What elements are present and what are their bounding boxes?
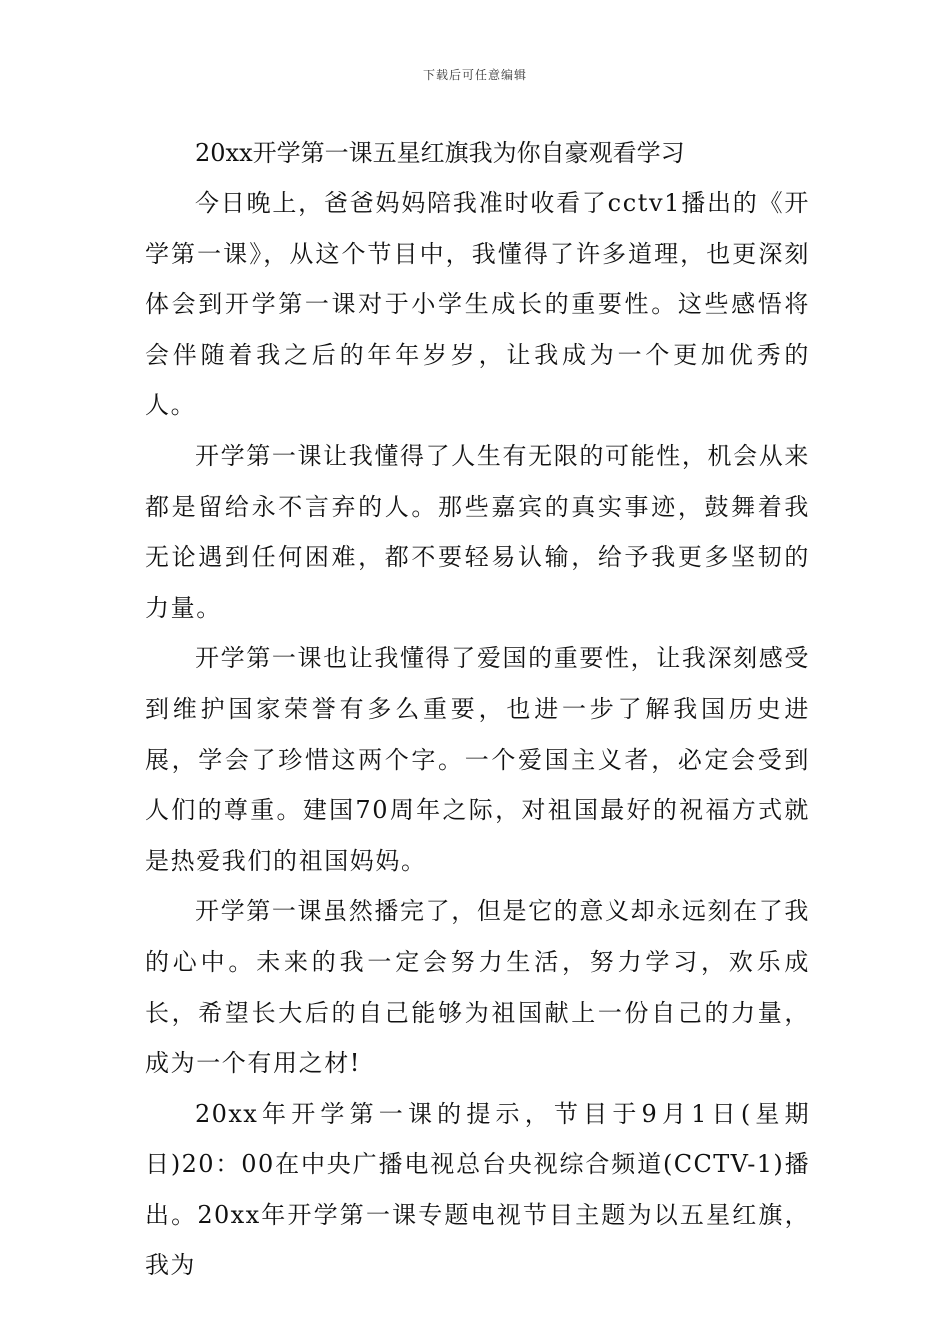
paragraph-2: 开学第一课让我懂得了人生有无限的可能性，机会从来都是留给永不言弃的人。那些嘉宾的真实事迹，鼓舞着我无论遇到任何困难，都不要轻易认输，给予我更多坚韧的力量。: [145, 441, 810, 622]
paragraph-3: 开学第一课也让我懂得了爱国的重要性，让我深刻感受到维护国家荣誉有多么重要，也进一步了解我国历史进展，学会了珍惜这两个字。一个爱国主义者，必定会受到人们的尊重。建国70周年之际，对祖国最好的祝福方式就是热爱我们的祖国妈妈。: [145, 644, 810, 875]
header-note: 下载后可任意编辑: [422, 68, 527, 82]
paragraph-4: 开学第一课虽然播完了，但是它的意义却永远刻在了我的心中。未来的我一定会努力生活，努力学习，欢乐成长，希望长大后的自己能够为祖国献上一份自己的力量，成为一个有用之材!: [145, 897, 810, 1078]
paragraph-5: 20xx年开学第一课的提示，节目于9月1日(星期日)20：00在中央广播电视总台央视综合频道(CCTV-1)播出。20xx年开学第一课专题电视节目主题为以五星红旗，我为: [145, 1099, 810, 1280]
paragraph-1: 今日晚上，爸爸妈妈陪我准时收看了cctv1播出的《开学第一课》，从这个节目中，我懂得了许多道理，也更深刻体会到开学第一课对于小学生成长的重要性。这些感悟将会伴随着我之后的年年岁岁，让我成为一个更加优秀的人。: [145, 189, 810, 420]
document-title: 20xx开学第一课五星红旗我为你自豪观看学习: [195, 139, 685, 167]
document-body: [145, 128, 810, 1291]
